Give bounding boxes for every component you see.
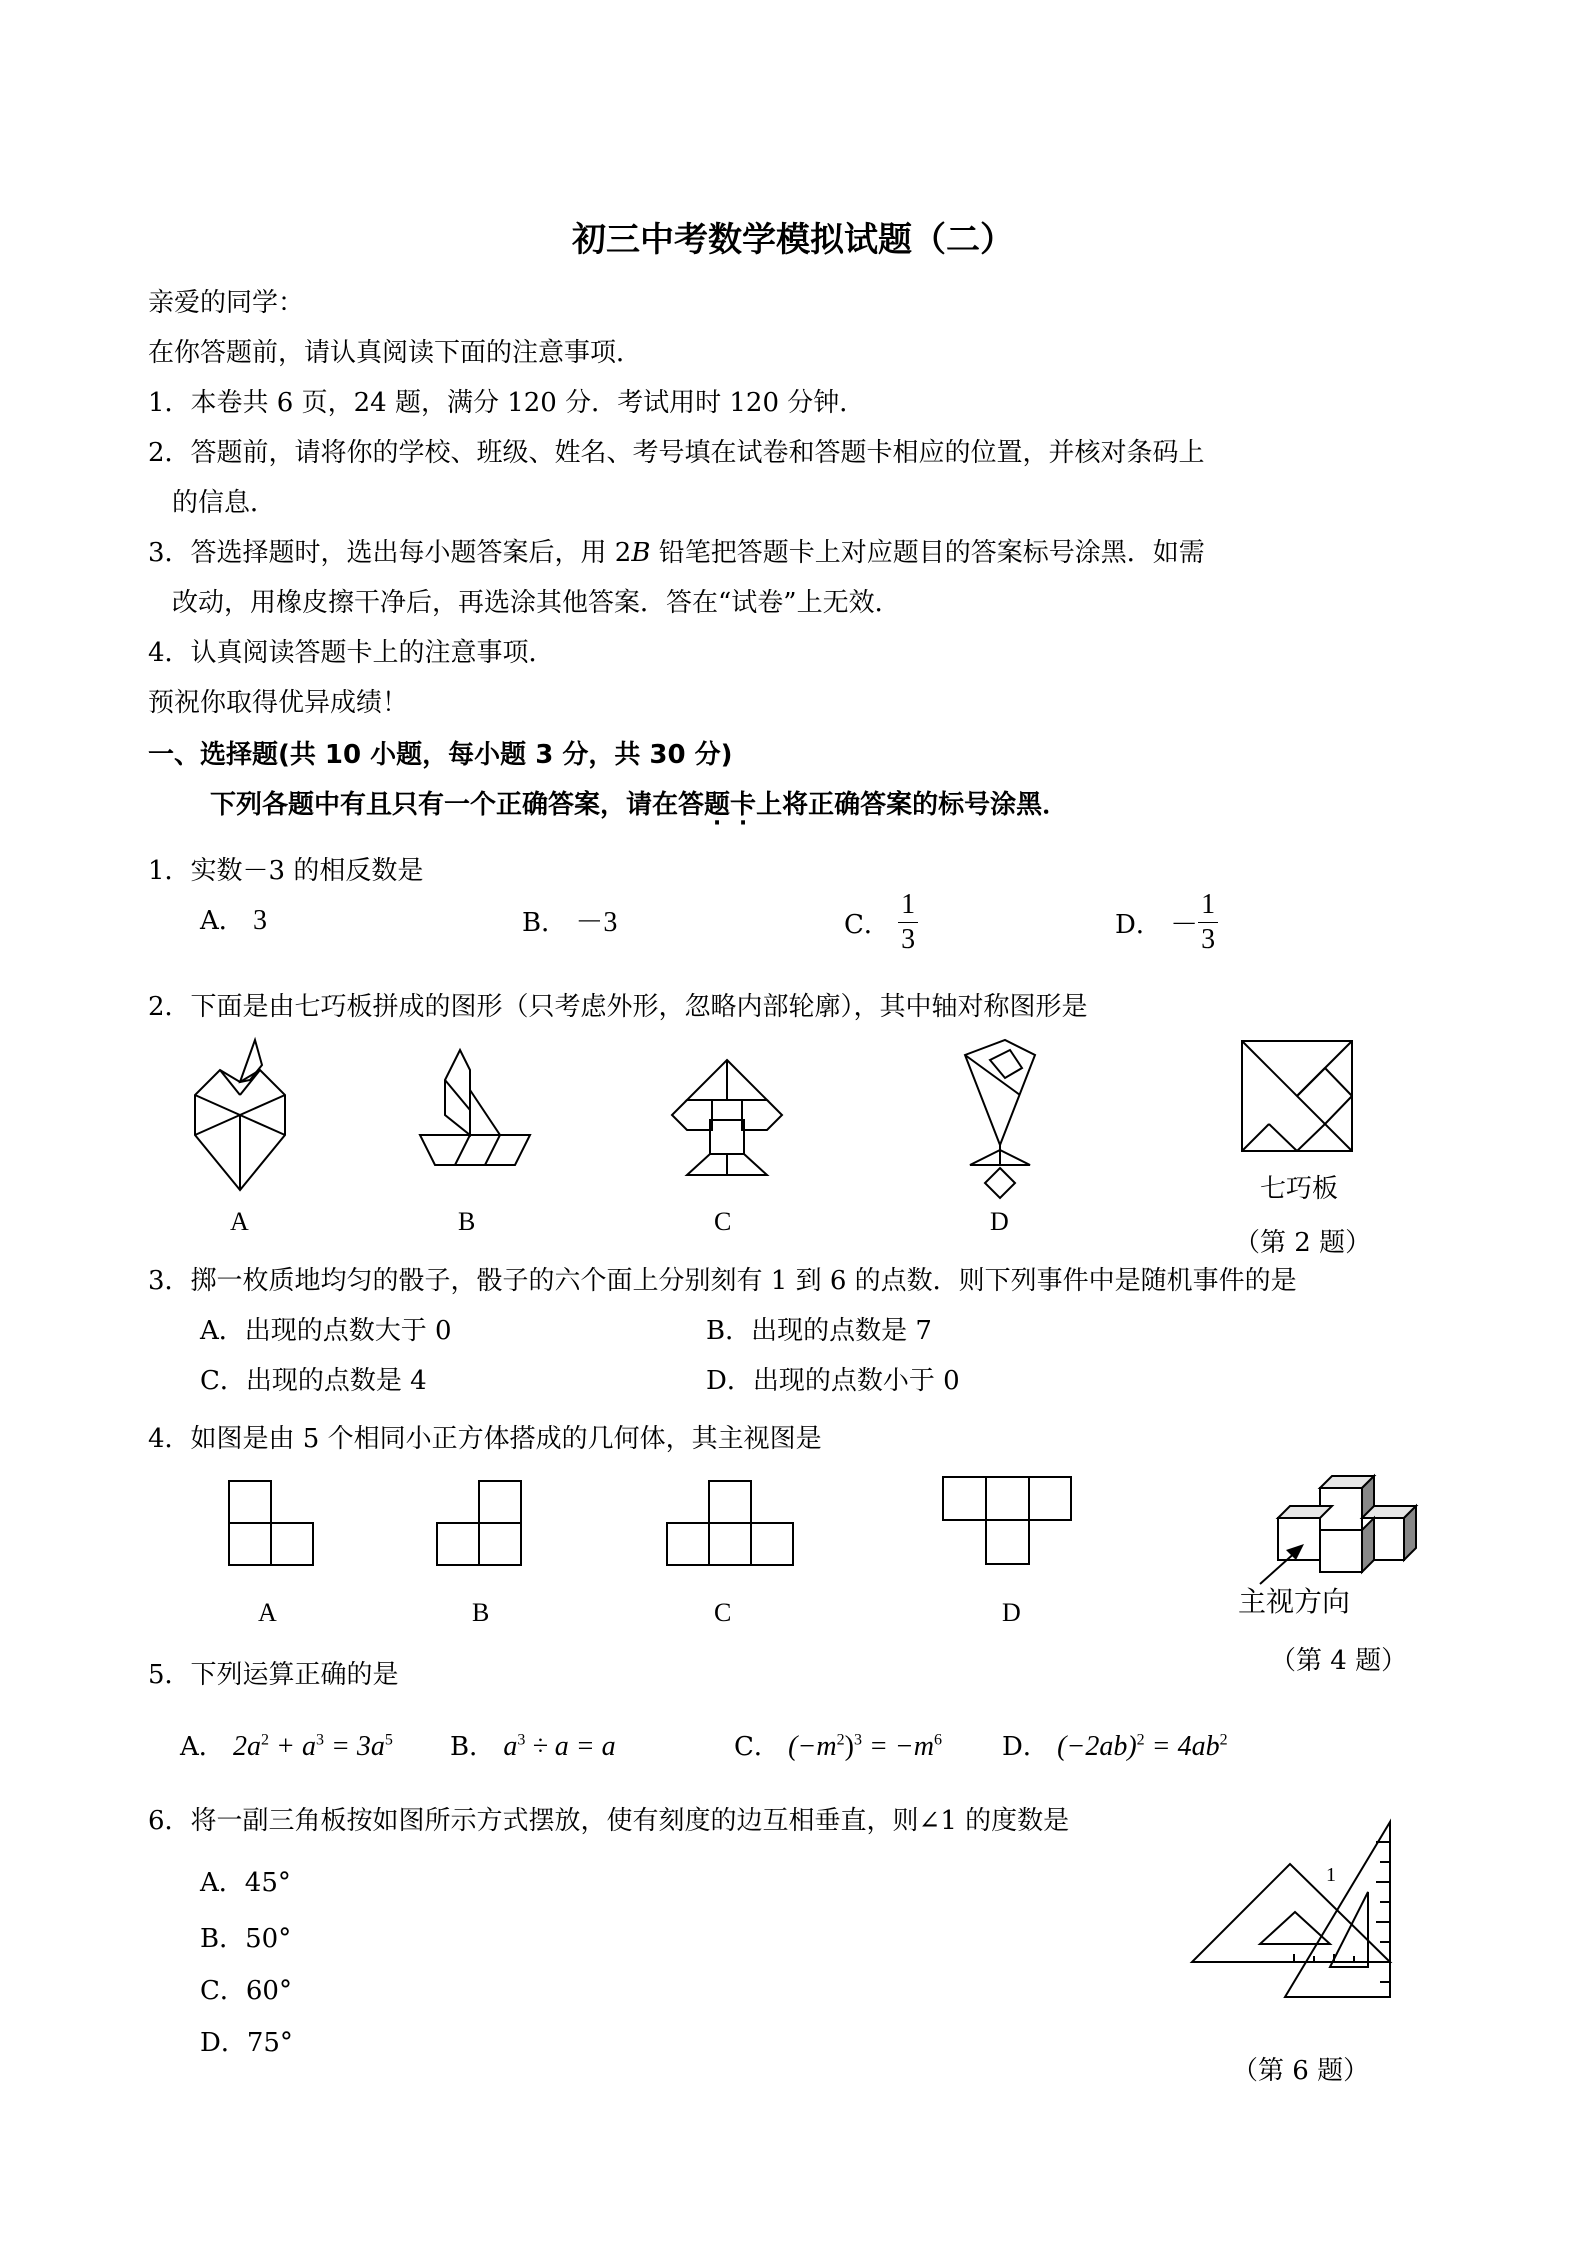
q2-label-b: B	[458, 1207, 476, 1236]
greeting: 亲爱的同学：	[148, 288, 305, 318]
tangram-figure-d	[960, 1040, 1040, 1190]
q2-stem: 2．下面是由七巧板拼成的图形（只考虑外形，忽略内部轮廓），其中轴对称图形是	[148, 992, 1088, 1022]
q5-option-b: B． $a^3 \div a = a$	[450, 1731, 616, 1762]
q3-stem: 3．掷一枚质地均匀的骰子，骰子的六个面上分别刻有 1 到 6 的点数．则下列事件中是随机事件的是	[148, 1266, 1297, 1296]
q5-option-a: A． $2a^2 + a^3 = 3a^5$	[180, 1731, 393, 1762]
q4-view-a	[228, 1480, 314, 1566]
set-squares-figure	[1190, 1822, 1400, 2002]
q6-stem: 6．将一副三角板按如图所示方式摆放，使有刻度的边互相垂直，则∠1 的度数是	[148, 1806, 1070, 1836]
wish: 预祝你取得优异成绩！	[148, 688, 409, 718]
q6-option-a: A．45°	[200, 1868, 291, 1898]
q2-label-a: A	[230, 1207, 249, 1236]
note-2: 2．答题前，请将你的学校、班级、姓名、考号填在试卷和答题卡相应的位置，并核对条码上	[148, 438, 1205, 468]
q1-option-b: B． －3	[522, 907, 618, 938]
view-direction-label: 主视方向	[1238, 1585, 1351, 1618]
note-2-cont: 的信息．	[172, 488, 277, 518]
q6-caption: （第 6 题）	[1232, 2056, 1370, 2086]
q6-option-b: B．50°	[200, 1924, 292, 1954]
q4-label-d: D	[1002, 1598, 1021, 1627]
q4-view-b	[436, 1480, 522, 1566]
q4-label-a: A	[258, 1598, 277, 1627]
q3-option-b: B．出现的点数是 7	[706, 1316, 932, 1346]
section-heading: 一、选择题(共 10 小题，每小题 3 分，共 30 分)	[148, 740, 733, 770]
tangram-figure-c	[672, 1060, 782, 1180]
q1-option-a: A． 3	[200, 905, 268, 936]
angle-1-label: 1	[1326, 1864, 1336, 1886]
q3-option-a: A．出现的点数大于 0	[200, 1316, 452, 1346]
q5-option-d: D． $(-2ab)^2 = 4ab^2$	[1002, 1731, 1228, 1762]
q1-option-d: D． － $\frac{1}{3}$	[1115, 888, 1218, 957]
tangram-figure-a	[190, 1040, 290, 1200]
q2-label-d: D	[990, 1207, 1009, 1236]
q4-view-c	[666, 1480, 794, 1566]
q6-option-c: C．60°	[200, 1976, 292, 2006]
section-instructions: 下列各题中有且只有一个正确答案，请在答题卡上将正确答案的标号涂黑．	[210, 790, 1069, 820]
q3-option-d: D．出现的点数小于 0	[706, 1366, 960, 1396]
intro-lead: 在你答题前，请认真阅读下面的注意事项．	[148, 338, 643, 368]
tangram-figure-b	[420, 1050, 530, 1190]
note-3: 3．答选择题时，选出每小题答案后，用 2B 铅笔把答题卡上对应题目的答案标号涂黑．如需	[148, 538, 1205, 568]
q4-stem: 4．如图是由 5 个相同小正方体搭成的几何体，其主视图是	[148, 1424, 822, 1454]
tangram-square-figure	[1241, 1040, 1353, 1152]
q5-stem: 5．下列运算正确的是	[148, 1660, 399, 1690]
q4-label-c: C	[714, 1598, 732, 1627]
q2-caption: （第 2 题）	[1234, 1228, 1372, 1258]
q4-label-b: B	[472, 1598, 490, 1627]
q6-option-d: D．75°	[200, 2028, 293, 2058]
q3-option-c: C．出现的点数是 4	[200, 1366, 427, 1396]
q4-caption: （第 4 题）	[1270, 1646, 1408, 1676]
page-title: 初三中考数学模拟试题（二）	[572, 220, 1014, 260]
q2-label-c: C	[714, 1207, 732, 1236]
q4-view-d	[942, 1476, 1072, 1566]
note-3-cont: 改动，用橡皮擦干净后，再选涂其他答案．答在“试卷”上无效．	[172, 588, 901, 618]
note-4: 4．认真阅读答题卡上的注意事项．	[148, 638, 555, 668]
note-1: 1．本卷共 6 页，24 题，满分 120 分．考试用时 120 分钟．	[148, 388, 866, 418]
q1-option-c: C． $\frac{1}{3}$	[844, 888, 918, 957]
q5-option-c: C． $(-m^2)^3 = -m^6$	[734, 1731, 942, 1762]
q1-stem: 1．实数－3 的相反数是	[148, 856, 424, 886]
tangram-label: 七巧板	[1260, 1174, 1339, 1204]
